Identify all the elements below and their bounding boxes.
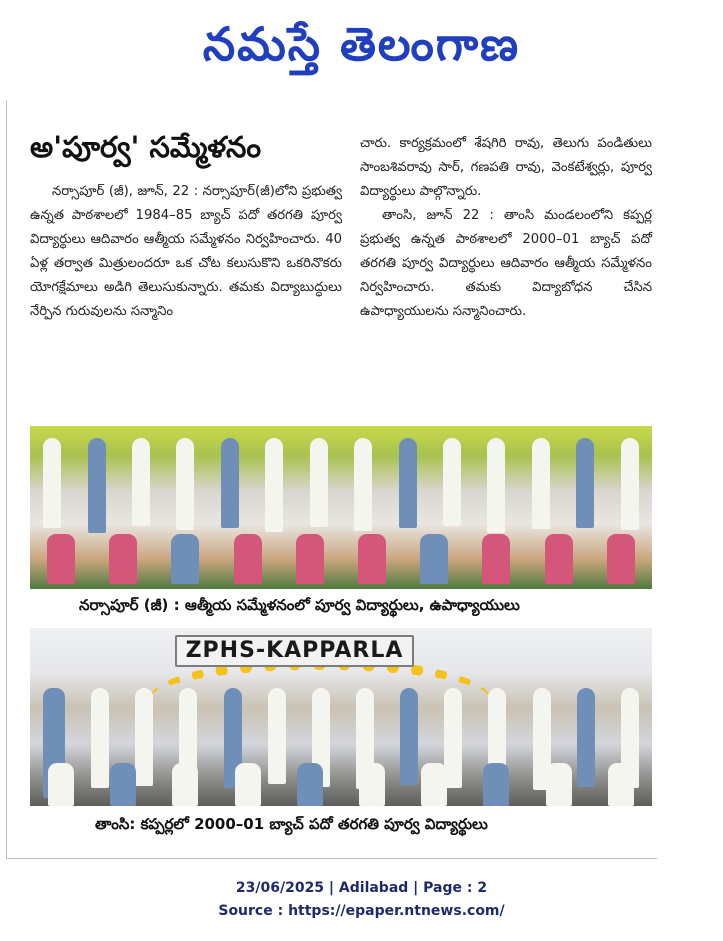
photo-people-front-row xyxy=(30,763,652,806)
article-paragraph: చారు. కార్యక్రమంలో శేషగిరి రావు, తెలుగు పండితులు సాంబశివరావు సార్, గణపతి రావు, వెంకటేశ్వర్లు, పూర్వ విద్యార్థులు పాల్గొన్నారు. xyxy=(360,136,652,199)
masthead xyxy=(0,6,723,82)
photo-people-front-row xyxy=(30,534,652,584)
masthead-title: నమస్తే తెలంగాణ xyxy=(202,17,521,71)
reunion-photo-kapparla xyxy=(30,628,652,806)
photo-caption-narsapur: నర్సాపూర్ (జీ) : ఆత్మీయ సమ్మేళనంలో పూర్వ విద్యార్థులు, ఉపాధ్యాయులు xyxy=(79,596,520,614)
article-paragraph: నర్సాపూర్ (జీ), జూన్, 22 : నర్సాపూర్(జీ)లోని ప్రభుత్వ ఉన్నత పాఠశాలలో 1984–85 బ్యాచ్ పదో తరగతి పూర్వ విద్యార్థులు ఆదివారం ఆత్మీయ సమ్మేళనం నిర్వహించారు. 40 ఏళ్ల తర్వాత మిత్రులందరూ ఒక చోట కలుసుకొని ఒకరినొకరు యోగక్షేమాలు అడిగి తెలుసుకున్నారు. తమకు విద్యాబుద్ధులు నేర్పిన గురువులను సన్మానిం xyxy=(30,184,342,319)
article-headline: అ'పూర్వ' సమ్మేళనం xyxy=(30,130,262,164)
school-banner: ZPHS-KAPPARLA xyxy=(175,635,414,667)
photo-people-back-row xyxy=(30,438,652,533)
article-column-left xyxy=(30,180,342,324)
article-column-right xyxy=(360,132,652,324)
reunion-photo-narsapur xyxy=(30,426,652,589)
article-paragraph: తాంసి, జూన్ 22 : తాంసి మండలంలోని కప్పర్ల ప్రభుత్వ ఉన్నత పాఠశాలలో 2000–01 బ్యాచ్ పదో తరగతి పూర్వ విద్యార్థులు ఆదివారం ఆత్మీయ సమ్మేళనం నిర్వహించారు. తమకు విద్యాబోధన చేసిన ఉపాధ్యాయులను సన్మానించారు. xyxy=(360,208,652,319)
footer-date-edition: 23/06/2025 | Adilabad | Page : 2 xyxy=(235,880,488,896)
footer-source: Source : https://epaper.ntnews.com/ xyxy=(218,903,505,919)
photo-caption-kapparla: తాంసి: కప్పర్లలో 2000–01 బ్యాచ్ పదో తరగతి పూర్వ విద్యార్థులు xyxy=(95,815,488,833)
